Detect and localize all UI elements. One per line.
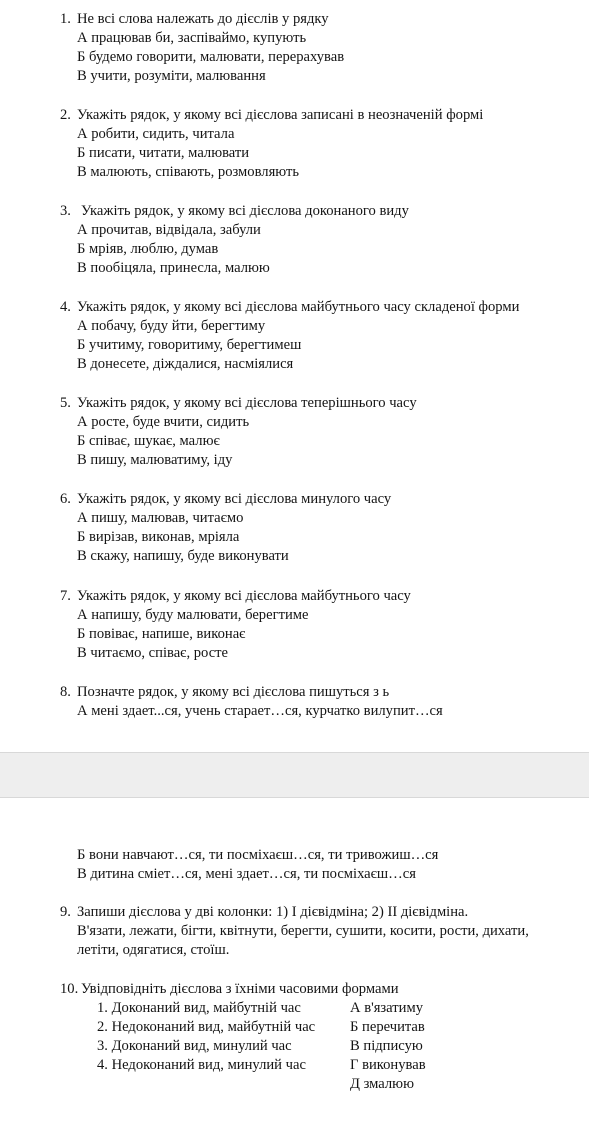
task-body-line: летіти, одягатися, стоїш. [77,942,230,958]
question-number: 8. [60,684,71,700]
answer-option: Б співає, шукає, малює [77,433,220,449]
matching-left-item: 2. Недоконаний вид, майбутній час [97,1019,316,1035]
answer-option: В пообіцяла, принесла, малюю [77,260,270,276]
matching-left-item: 3. Доконаний вид, минулий час [97,1038,292,1054]
question-number: 3. [60,203,71,219]
answer-option: Б повіває, напише, виконає [77,626,246,642]
question-number: 2. [60,107,71,123]
question-title: Укажіть рядок, у якому всі дієслова майбутнього часу [77,588,411,604]
question-title: Позначте рядок, у якому всі дієслова пишуться з ь [77,684,390,700]
matching-left-item: 4. Недоконаний вид, минулий час [97,1057,306,1073]
question-number: 6. [60,491,71,507]
question-title: Запиши дієслова у дві колонки: 1) І дієвідміна; 2) ІІ дієвідміна. [77,904,469,920]
answer-option: А прочитав, відвідала, забули [77,222,261,238]
answer-option: В донесете, діждалися, насміялися [77,356,294,372]
matching-right-item: А в'язатиму [350,1000,424,1016]
matching-right-item: В підписую [350,1038,423,1054]
question-title: Укажіть рядок, у якому всі дієслова теперішнього часу [77,395,417,411]
question-title: Укажіть рядок, у якому всі дієслова минулого часу [77,491,392,507]
matching-right-item: Б перечитав [350,1019,425,1035]
question-title: Не всі слова належать до дієслів у рядку [77,11,329,27]
answer-option: А мені здает...ся, учень старает…ся, курчатко вилупит…ся [77,703,443,719]
answer-option: Б писати, читати, малювати [77,145,250,161]
answer-option: А побачу, буду йти, берегтиму [77,318,266,334]
answer-option: В малюють, співають, розмовляють [77,164,300,180]
question-title: Укажіть рядок, у якому всі дієслова доконаного виду [81,203,409,219]
answer-option: В скажу, напишу, буде виконувати [77,548,289,564]
question-number: 9. [60,904,71,920]
answer-option: А напишу, буду малювати, берегтиме [77,607,309,623]
answer-option: Б вирізав, виконав, мріяла [77,529,240,545]
question-title: Укажіть рядок, у якому всі дієслова записані в неозначеній формі [77,107,484,123]
question-title: Увідповідніть дієслова з їхніми часовими формами [81,981,399,997]
answer-option: А росте, буде вчити, сидить [77,414,250,430]
answer-option: Б будемо говорити, малювати, перерахував [77,49,345,65]
question-number: 1. [60,11,71,27]
page-break-gap [0,752,589,798]
answer-option: В дитина сміет…ся, мені здает…ся, ти посміхаєш…ся [77,866,416,882]
answer-option: В учити, розуміти, малювання [77,68,266,84]
question-number: 4. [60,299,71,315]
question-title: Укажіть рядок, у якому всі дієслова майбутнього часу складеної форми [77,299,520,315]
answer-option: Б вони навчают…ся, ти посміхаєш…ся, ти тривожиш…ся [77,847,439,863]
question-number: 5. [60,395,71,411]
question-number: 7. [60,588,71,604]
matching-right-item: Г виконував [350,1057,426,1073]
matching-right-item: Д змалюю [350,1076,414,1092]
matching-left-item: 1. Доконаний вид, майбутній час [97,1000,301,1016]
answer-option: А пишу, малював, читаємо [77,510,244,526]
question-number: 10. [60,981,79,997]
answer-option: Б мріяв, люблю, думав [77,241,219,257]
task-body-line: В'язати, лежати, бігти, квітнути, берегти, сушити, косити, рости, дихати, [77,923,529,939]
answer-option: А працював би, заспіваймо, купують [77,30,307,46]
answer-option: Б учитиму, говоритиму, берегтимеш [77,337,302,353]
answer-option: В пишу, малюватиму, іду [77,452,233,468]
answer-option: В читаємо, співає, росте [77,645,229,661]
page-2 [0,798,589,1124]
answer-option: А робити, сидить, читала [77,126,235,142]
